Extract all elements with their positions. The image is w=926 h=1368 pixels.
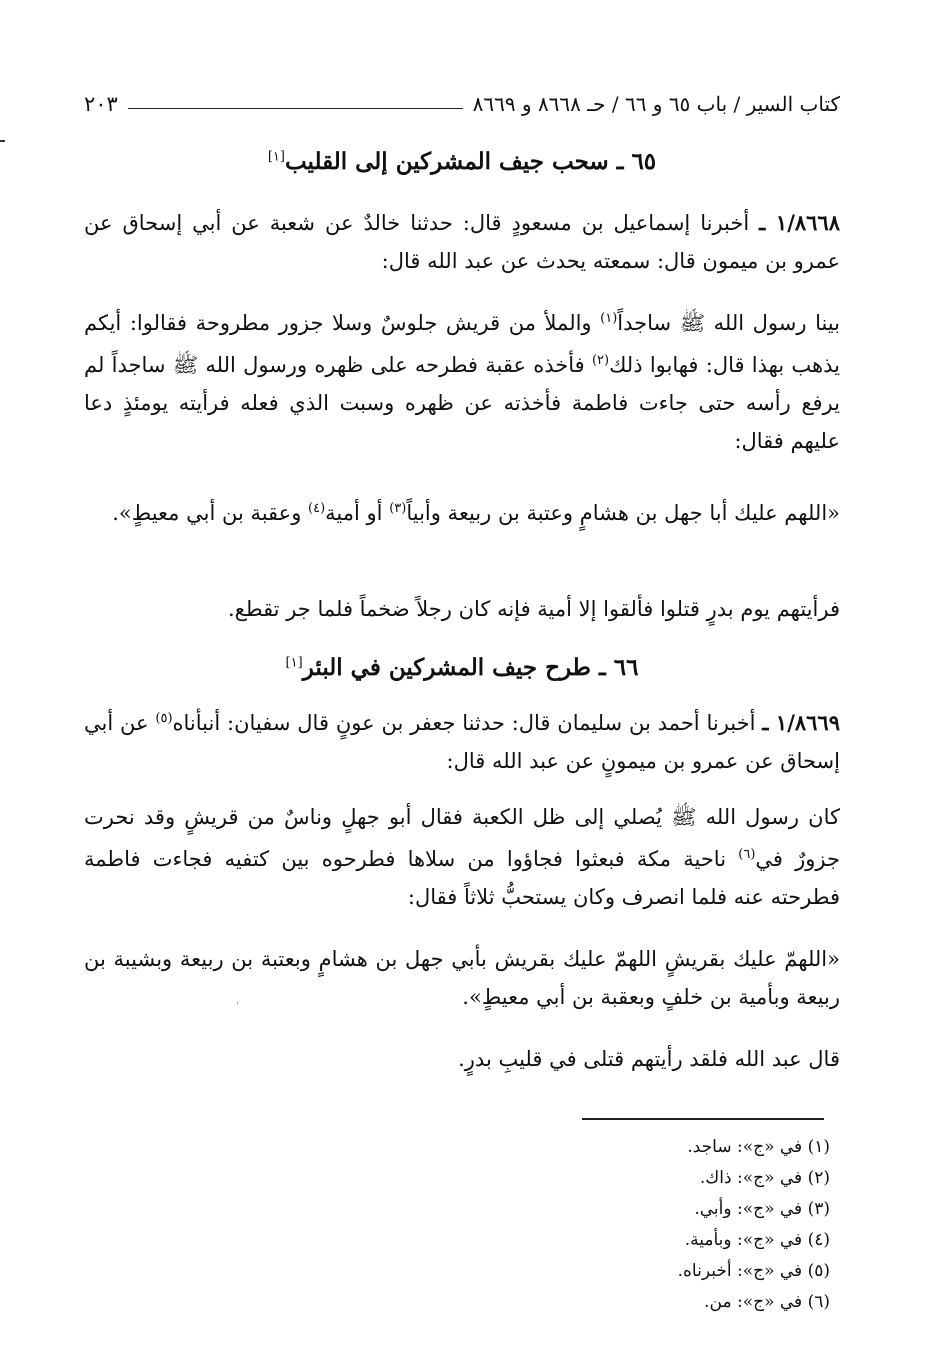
hadith-8669-isnad [84,700,840,780]
hadith-8668-matn-2 [84,490,840,532]
matn-text: كان رسول الله ﷺ يُصلي إلى ظل الكعبة فقال أبو جهلٍ وناسٌ من قريشٍ وقد نحرت جزورٌ في [84,805,840,871]
note-ref-2: (٢) [591,353,610,368]
header-rule [128,108,463,109]
heading-note: [١] [267,149,285,165]
note-ref-1: (١) [600,311,618,326]
matn-text: فأخذه عقبة فطرحه على ظهره ورسول الله ﷺ ساجداً لم يرفع رأسه حتى جاءت فاطمة فأخذته عن ظهره وسبت الذي فعله فرأيته يومئذٍ دعا عليهم فقال: [84,353,840,453]
footnote-rule [582,1118,824,1120]
note-ref-3: (٣) [389,501,407,516]
footnote-5: (٥) في «ج»: أخبرناه. [677,1261,830,1281]
matn-text: والملأ من قريش جلوسٌ وسلا جزور مطروحة فقالوا: أيكم يذهب بهذا قال: فهابوا ذلك [84,311,840,377]
hadith-8668-matn-3: فرأيتهم يوم بدرٍ قتلوا فألقوا إلا أمية فإنه كان رجلاً ضخماً فلما جر تقطع. [227,597,840,621]
heading-note: [١] [285,655,303,671]
matn-text: ناحية مكة فبعثوا فجاؤوا من سلاها فطرحوه بين كتفيه فجاءت فاطمة فطرحته عنه فلما انصرف وكان يستحبُّ ثلاثاً فقال: [84,847,840,909]
matn-text: وعقبة بن أبي معيطٍ». [112,501,309,525]
hadith-number: ١/٨٦٦٩ ـ [762,710,840,735]
margin-mark [0,140,5,142]
isnad-text: أخبرنا أحمد بن سليمان قال: حدثنا جعفر بن عونٍ قال سفيان: أنبأناه [172,711,763,735]
matn-text: بينا رسول الله ﷺ ساجداً [617,311,840,335]
note-ref-6: (٦) [738,847,756,862]
matn-text: «اللهم عليك أبا جهل بن هشامٍ وعتبة بن ربيعة وأبياً [406,501,840,525]
hadith-number: ١/٨٦٦٨ ـ [759,210,840,235]
footnotes [560,1132,830,1318]
footnote-6: (٦) في «ج»: من. [704,1292,830,1312]
footnote-1: (١) في «ج»: ساجد. [687,1137,830,1157]
running-header [84,84,840,124]
note-ref-5: (٥) [155,711,173,726]
footnote-4: (٤) في «ج»: وبأمية. [684,1230,830,1250]
hadith-8668-matn-1 [84,300,840,460]
section-heading-66 [84,654,840,681]
hadith-8669-matn-3: قال عبد الله فلقد رأيتهم قتلى في قليبِ بدرٍ. [458,1047,840,1071]
footnote-3: (٣) في «ج»: وأبي. [694,1199,830,1219]
hadith-8669-matn-2: «اللهمّ عليك بقريشٍ اللهمّ عليك بقريش بأبي جهل بن هشامٍ وبعتبة بن ربيعة وبشيبة بن ربيعة وبأمية بن خلفٍ وبعقبة بن أبي معيطٍ». [84,947,840,1009]
scan-speck: ˌ [236,995,239,1006]
section-heading-65 [84,148,840,175]
footnote-2: (٢) في «ج»: ذاك. [699,1168,830,1188]
matn-text: أو أمية [325,501,390,525]
running-title: كتاب السير / باب ٦٥ و ٦٦ / حـ ٨٦٦٨ و ٨٦٦٩ [472,92,840,116]
heading-text: ٦٦ ـ طرح جيف المشركين في البئر [302,654,639,681]
hadith-8669-matn-1 [84,798,840,916]
isnad-text: عن أبي إسحاق عن عمرو بن ميمونٍ عن عبد الله قال: [84,711,840,773]
note-ref-4: (٤) [308,501,326,516]
page-number: ٢٠٣ [84,92,118,116]
hadith-8668-isnad [84,204,840,280]
heading-text: ٦٥ ـ سحب جيف المشركين إلى القليب [284,148,657,175]
isnad-text: أخبرنا إسماعيل بن مسعودٍ قال: حدثنا خالدٌ عن شعبة عن أبي إسحاق عن عمرو بن ميمون قال: سمعته يحدث عن عبد الله قال: [84,211,840,273]
